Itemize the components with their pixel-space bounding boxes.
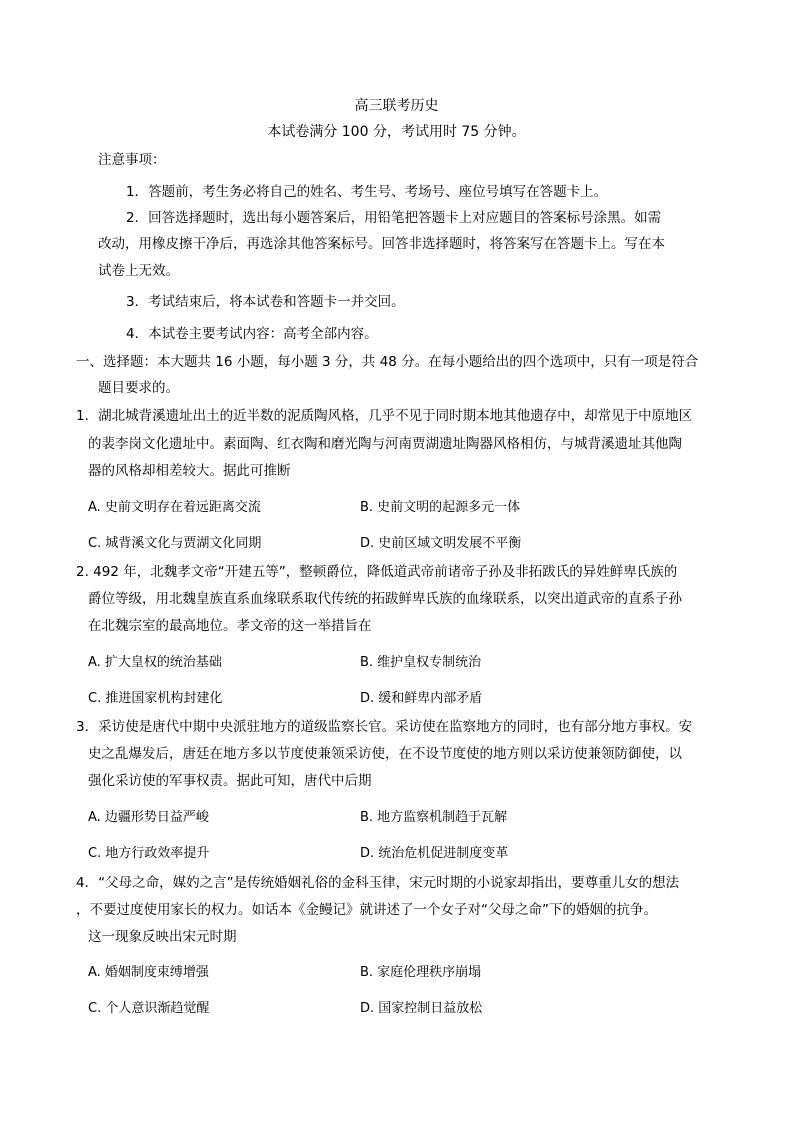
question-2-line-3: 在北魏宗室的最高地位。孝文帝的这一举措旨在	[88, 618, 372, 634]
question-3-option-a: A. 边疆形势日益严峻	[88, 810, 209, 825]
question-4-line-2: ，不要过度使用家长的权力。如话本《金鳗记》就讲述了一个女子对“父母之命”下的婚姻的抗争。	[76, 902, 657, 918]
section-heading-line-1: 一、选择题：本大题共 16 小题，每小题 3 分，共 48 分。在每小题给出的四个选项中，只有一项是符合	[76, 354, 699, 370]
question-2-line-1: 2. 492 年，北魏孝文帝“开建五等”，整顿爵位，降低道武帝前诸帝子孙及非拓跋氏的异姓鲜卑氏族的	[76, 564, 678, 580]
question-3-option-c: C. 地方行政效率提升	[88, 846, 210, 861]
question-4-line-1: 4．“父母之命，媒妁之言”是传统婚姻礼俗的金科玉律，宋元时期的小说家却指出，要尊重儿女的想法	[76, 875, 680, 891]
page-title: 高三联考历史	[354, 98, 439, 114]
question-2-option-a: A. 扩大皇权的统治基础	[88, 655, 222, 670]
notice-item-2-line-3: 试卷上无效。	[98, 263, 179, 279]
question-3-line-2: 史之乱爆发后，唐廷在地方多以节度使兼领采访使，在不设节度使的地方则以采访使兼领防御使，以	[88, 746, 682, 762]
question-1-line-1: 1．湖北城背溪遗址出土的近半数的泥质陶风格，几乎不见于同时期本地其他遗存中，却常见于中原地区	[76, 408, 693, 424]
question-3-line-3: 强化采访使的军事权责。据此可知，唐代中后期	[88, 773, 372, 789]
question-3-option-d: D. 统治危机促进制度变革	[360, 846, 509, 861]
section-heading-line-2: 题目要求的。	[98, 380, 179, 396]
notice-heading: 注意事项：	[98, 152, 166, 168]
question-4-line-3: 这一现象反映出宋元时期	[88, 929, 237, 945]
question-2-option-d: D. 缓和鲜卑内部矛盾	[360, 691, 483, 706]
question-4-option-b: B. 家庭伦理秩序崩塌	[360, 965, 482, 980]
question-2-line-2: 爵位等级，用北魏皇族直系血缘联系取代传统的拓跋鲜卑氏族的血缘联系，以突出道武帝的直系子孙	[88, 591, 682, 607]
notice-item-2-line-1: 2．回答选择题时，选出每小题答案后，用铅笔把答题卡上对应题目的答案标号涂黑。如需	[126, 210, 662, 226]
question-1-option-b: B. 史前文明的起源多元一体	[360, 500, 521, 515]
question-4-option-d: D. 国家控制日益放松	[360, 1001, 483, 1016]
question-1-line-3: 器的风格却相差较大。据此可推断	[88, 463, 291, 479]
question-1-line-2: 的裴李岗文化遗址中。素面陶、红衣陶和磨光陶与河南贾湖遗址陶器风格相仿，与城背溪遗址其他陶	[88, 436, 682, 452]
question-4-option-a: A. 婚姻制度束缚增强	[88, 965, 209, 980]
question-2-option-b: B. 维护皇权专制统治	[360, 655, 482, 670]
question-1-option-d: D. 史前区域文明发展不平衡	[360, 536, 522, 551]
question-1-option-a: A. 史前文明存在着远距离交流	[88, 500, 261, 515]
exam-info: 本试卷满分 100 分，考试用时 75 分钟。	[267, 124, 526, 140]
notice-item-3: 3．考试结束后，将本试卷和答题卡一并交回。	[126, 294, 405, 310]
question-3-line-1: 3．采访使是唐代中期中央派驻地方的道级监察长官。采访使在监察地方的同时，也有部分地方事权。安	[76, 719, 693, 735]
notice-item-4: 4．本试卷主要考试内容：高考全部内容。	[126, 326, 378, 342]
question-4-option-c: C. 个人意识渐趋觉醒	[88, 1001, 210, 1016]
question-2-option-c: C. 推进国家机构封建化	[88, 691, 223, 706]
question-3-option-b: B. 地方监察机制趋于瓦解	[360, 810, 508, 825]
notice-item-1: 1．答题前，考生务必将自己的姓名、考生号、考场号、座位号填写在答题卡上。	[126, 184, 608, 200]
question-1-option-c: C. 城背溪文化与贾湖文化同期	[88, 536, 262, 551]
notice-item-2-line-2: 改动，用橡皮擦干净后，再选涂其他答案标号。回答非选择题时，将答案写在答题卡上。写在本	[98, 236, 665, 252]
